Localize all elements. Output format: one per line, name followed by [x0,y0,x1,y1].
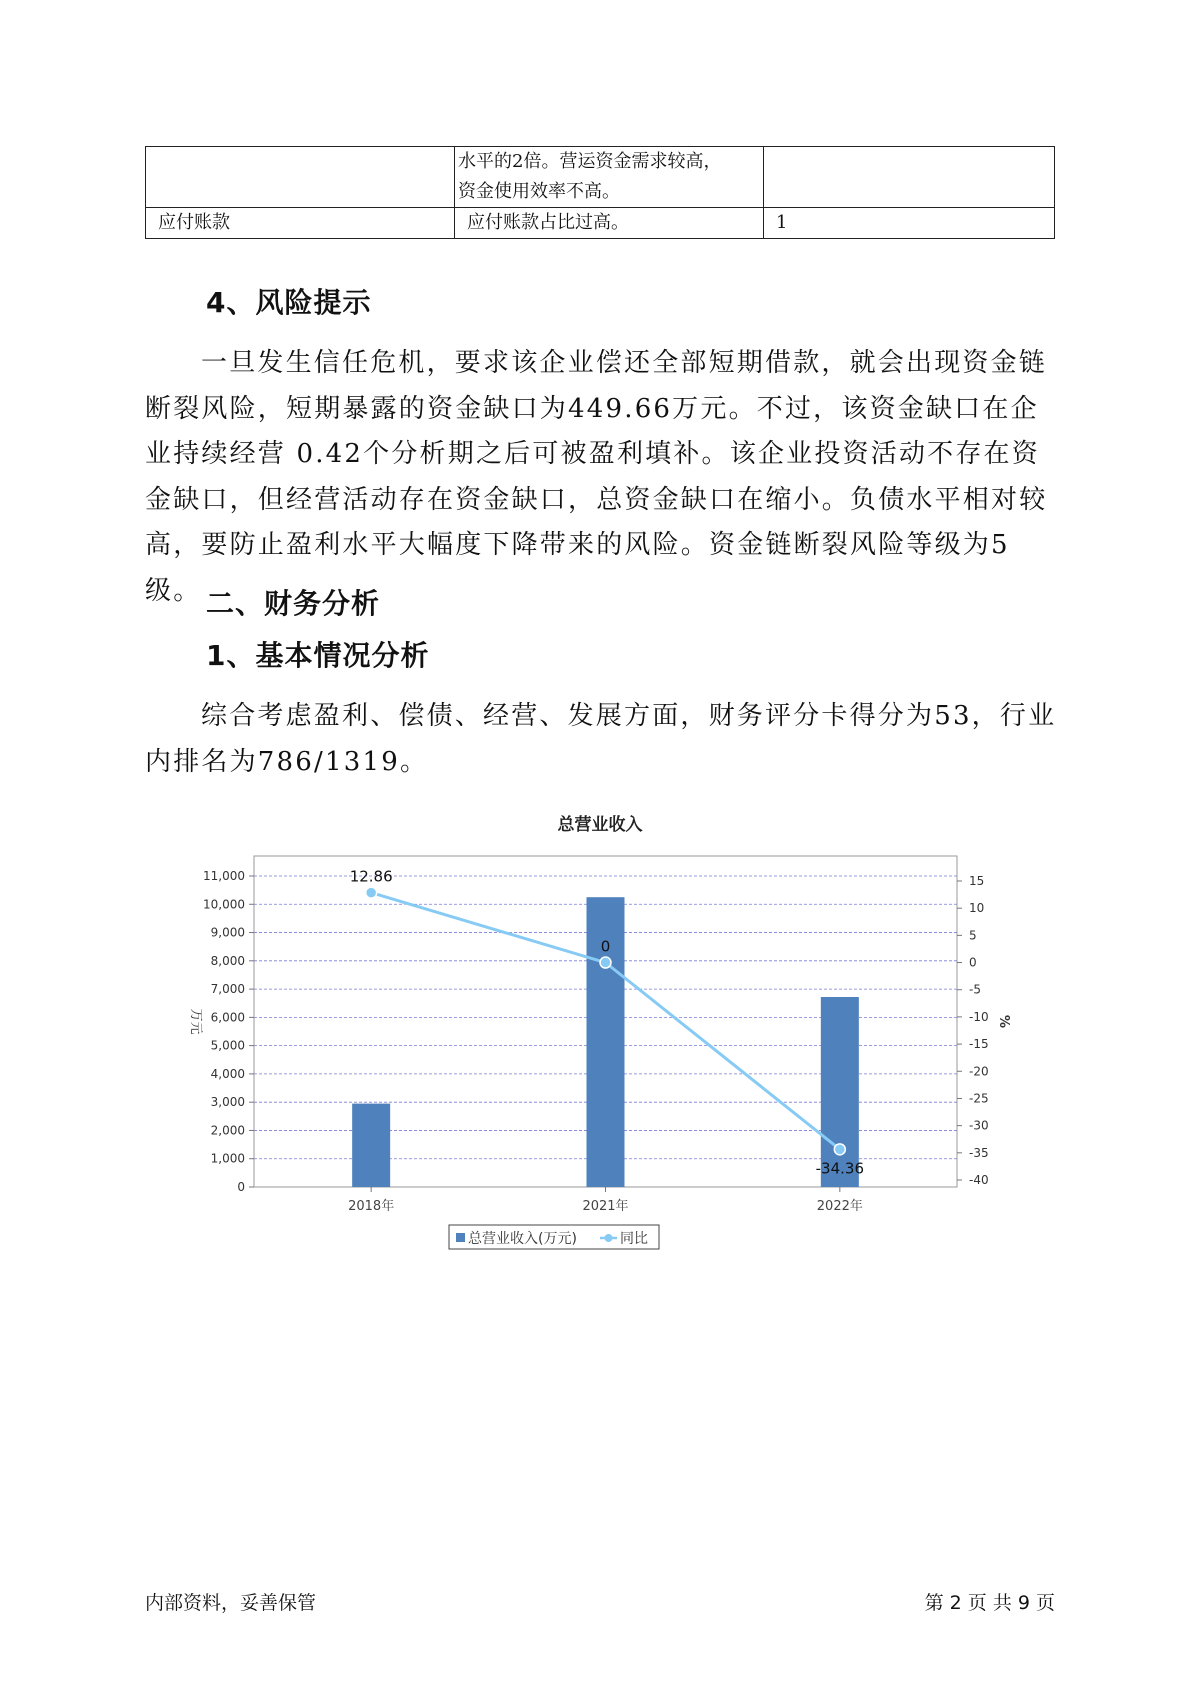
yoy-data-label: 12.86 [349,867,393,886]
table-cell [146,147,455,208]
revenue-chart [170,800,1030,1270]
y2-tick-label: -40 [969,1173,989,1187]
y2-tick-label: 5 [969,928,977,943]
yoy-point [834,1144,845,1155]
y2-axis-label: % [996,1014,1011,1029]
y-tick-label: 8,000 [210,953,245,968]
footer-confidential: 内部资料，妥善保管 [145,1592,317,1614]
table-cell [764,147,1055,208]
y-tick-label: 0 [237,1180,245,1194]
table-row [146,208,1055,239]
basic-analysis-heading: 1、基本情况分析 [206,639,430,672]
yoy-data-label: 0 [600,937,611,956]
legend-label-yoy: 同比 [620,1231,648,1247]
y-tick-label: 4,000 [210,1066,245,1081]
table-cell [455,147,764,208]
risk-heading: 4、风险提示 [206,286,372,319]
legend-marker-yoy [605,1234,613,1242]
y-tick-label: 11,000 [203,869,245,883]
legend-swatch-revenue [456,1233,465,1242]
y2-tick-label: -25 [969,1091,989,1106]
legend-label-revenue: 总营业收入(万元) [468,1231,577,1247]
y-tick-label: 2,000 [210,1123,245,1138]
y2-tick-label: -20 [969,1064,989,1079]
yoy-data-label: -34.36 [815,1159,865,1178]
cell-line: 水平的2倍。营运资金需求较高， [458,151,722,172]
y-tick-label: 6,000 [210,1010,245,1025]
risk-paragraph [145,341,1065,614]
table-cell: 应付账款占比过高。 [455,208,764,239]
y-axis-label: 万元 [188,1008,203,1035]
y2-tick-label: -15 [969,1037,989,1052]
yoy-point [600,957,611,968]
y-tick-label: 9,000 [210,925,245,940]
y2-tick-label: 0 [969,955,977,970]
table-cell: 1 [764,208,1055,239]
risk-paragraph-text: 一旦发生信任危机，要求该企业偿还全部短期借款，就会出现资金链断裂风险，短期暴露的资金缺口为449.66万元。不过，该资金缺口在企业持续经营 0.42个分析期之后可被盈利填补。该企业投资活动不存在资金缺口，但经营活动存在资金缺口，总资金缺口在缩小。负债水平相对较高，要防止盈利水平大幅度下降带来的风险。资金链断裂风险等级为5级。 [145,348,1048,606]
cell-line: 资金使用效率不高。 [458,181,620,202]
y2-tick-label: -10 [969,1009,989,1024]
y-tick-label: 10,000 [203,897,245,912]
y2-tick-label: 15 [969,874,985,888]
basic-analysis-text: 综合考虑盈利、偿债、经营、发展方面，财务评分卡得分为53，行业内排名为786/1319。 [145,701,1057,777]
chart-title: 总营业收入 [557,815,643,835]
y-tick-label: 5,000 [210,1038,245,1053]
x-tick-label: 2018年 [348,1199,395,1214]
x-tick-label: 2022年 [816,1199,863,1214]
basic-analysis-paragraph [145,694,1065,785]
y2-tick-label: -35 [969,1145,989,1160]
y-tick-label: 3,000 [210,1095,245,1110]
finance-heading: 二、财务分析 [206,587,381,620]
y-tick-label: 7,000 [210,982,245,997]
x-tick-label: 2021年 [582,1199,629,1214]
yoy-point [366,887,377,898]
footer-page-number: 第 2 页 共 9 页 [924,1592,1055,1614]
table-row [146,147,1055,208]
y2-tick-label: -5 [969,982,981,997]
y2-tick-label: -30 [969,1118,989,1133]
y-tick-label: 1,000 [210,1151,245,1166]
y2-tick-label: 10 [969,901,985,916]
table-cell: 应付账款 [146,208,455,239]
bar-2018年 [352,1104,390,1187]
risk-table [145,146,1055,239]
